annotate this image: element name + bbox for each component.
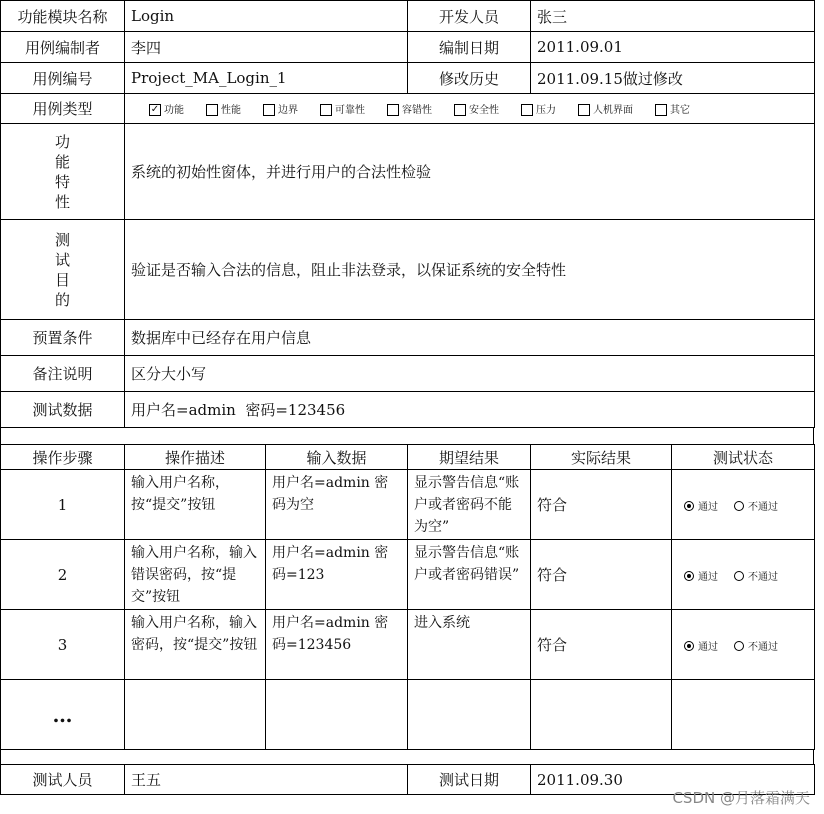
step-status-cell: [672, 470, 815, 540]
step-actual-cell: 符合: [531, 540, 672, 610]
step-expected-cell: 显示警告信息“账户或者密码错误”: [408, 540, 531, 610]
steps-header-cell: 输入数据: [266, 445, 408, 470]
history-value: 2011.09.15做过修改: [531, 63, 815, 94]
table-row: [1, 680, 815, 750]
type-option: [568, 101, 633, 116]
steps-table: [0, 444, 815, 750]
type-options: [125, 94, 815, 124]
step-number-cell: 3: [1, 610, 125, 680]
module-label: 功能模块名称: [1, 1, 125, 32]
checkbox-icon[interactable]: [206, 104, 218, 116]
steps-header-cell: 实际结果: [531, 445, 672, 470]
test-data-label: 测试数据: [1, 392, 125, 428]
pass-radio-icon[interactable]: [684, 501, 694, 511]
type-option: [131, 101, 184, 116]
id-label: 用例编号: [1, 63, 125, 94]
checkbox-icon[interactable]: [521, 104, 533, 116]
history-label: 修改历史: [408, 63, 531, 94]
purpose-value: 验证是否输入合法的信息，阻止非法登录，以保证系统的安全特性: [125, 220, 815, 320]
table-row: [1, 470, 815, 540]
fail-radio-icon[interactable]: [734, 641, 744, 651]
pass-label: 通过: [698, 572, 718, 583]
fail-radio-icon[interactable]: [734, 501, 744, 511]
type-option-label: 可靠性: [335, 105, 365, 116]
type-option-label: 人机界面: [593, 105, 633, 116]
fail-label: 不通过: [748, 642, 778, 653]
notes-label: 备注说明: [1, 356, 125, 392]
step-number-cell: 2: [1, 540, 125, 610]
table-row: [1, 540, 815, 610]
type-option: [253, 101, 298, 116]
type-option: [444, 101, 499, 116]
step-input-cell: [266, 680, 408, 750]
type-option-label: 功能: [164, 105, 184, 116]
checkbox-icon[interactable]: [263, 104, 275, 116]
checkbox-icon[interactable]: [454, 104, 466, 116]
label-char: 测: [54, 230, 70, 249]
label-char: 目: [54, 270, 70, 289]
steps-header-cell: 测试状态: [672, 445, 815, 470]
step-description-cell: 输入用户名称，按“提交”按钮: [125, 470, 266, 540]
type-option-label: 性能: [221, 105, 241, 116]
step-input-cell: 用户名=admin 密码=123: [266, 540, 408, 610]
fail-label: 不通过: [748, 502, 778, 513]
label-char: 特: [54, 172, 70, 191]
tester-value: 王五: [125, 765, 408, 795]
checkbox-icon[interactable]: [387, 104, 399, 116]
type-option-label: 其它: [670, 105, 690, 116]
step-description-cell: [125, 680, 266, 750]
step-expected-cell: 显示警告信息“账户或者密码不能为空”: [408, 470, 531, 540]
type-option: [310, 101, 365, 116]
date-value: 2011.09.01: [531, 32, 815, 63]
step-input-cell: 用户名=admin 密码=123456: [266, 610, 408, 680]
fail-label: 不通过: [748, 572, 778, 583]
step-description-cell: 输入用户名称，输入错误密码，按“提交”按钮: [125, 540, 266, 610]
checkbox-icon[interactable]: ✓: [150, 104, 160, 115]
pass-radio-icon[interactable]: [684, 641, 694, 651]
steps-header-cell: 期望结果: [408, 445, 531, 470]
feature-label: [1, 124, 125, 220]
label-char: 能: [54, 152, 70, 171]
purpose-label: [1, 220, 125, 320]
watermark: CSDN @月落霜满天: [672, 789, 810, 807]
spacer-table: [0, 428, 814, 444]
precondition-value: 数据库中已经存在用户信息: [125, 320, 815, 356]
type-option: [196, 101, 241, 116]
precondition-label: 预置条件: [1, 320, 125, 356]
feature-value: 系统的初始性窗体，并进行用户的合法性检验: [125, 124, 815, 220]
fail-radio-icon[interactable]: [734, 571, 744, 581]
pass-label: 通过: [698, 642, 718, 653]
type-option-label: 压力: [536, 105, 556, 116]
type-option: [377, 101, 432, 116]
test-date-value: 2011.09.30: [531, 765, 815, 795]
developer-value: 张三: [531, 1, 815, 32]
date-label: 编制日期: [408, 32, 531, 63]
tester-label: 测试人员: [1, 765, 125, 795]
steps-header-cell: 操作步骤: [1, 445, 125, 470]
label-char: 性: [54, 192, 70, 211]
label-char: 的: [54, 290, 70, 309]
type-option-label: 容错性: [402, 105, 432, 116]
step-description-cell: 输入用户名称，输入密码，按“提交”按钮: [125, 610, 266, 680]
checkbox-icon[interactable]: [320, 104, 332, 116]
step-number-cell: …: [1, 680, 125, 750]
module-value: Login: [125, 1, 408, 32]
checkbox-icon[interactable]: [655, 104, 667, 116]
notes-value: 区分大小写: [125, 356, 815, 392]
type-option-label: 安全性: [469, 105, 499, 116]
type-option-label: 边界: [278, 105, 298, 116]
step-status-cell: [672, 610, 815, 680]
step-expected-cell: [408, 680, 531, 750]
type-option: [511, 101, 556, 116]
label-char: 试: [54, 250, 70, 269]
author-value: 李四: [125, 32, 408, 63]
step-status-cell: [672, 540, 815, 610]
step-number-cell: 1: [1, 470, 125, 540]
steps-header-cell: 操作描述: [125, 445, 266, 470]
author-label: 用例编制者: [1, 32, 125, 63]
pass-radio-icon[interactable]: [684, 571, 694, 581]
step-actual-cell: 符合: [531, 470, 672, 540]
test-date-label: 测试日期: [408, 765, 531, 795]
type-label: 用例类型: [1, 94, 125, 124]
developer-label: 开发人员: [408, 1, 531, 32]
test-data-value: 用户名=admin 密码=123456: [125, 392, 815, 428]
type-option: [645, 101, 690, 116]
pass-label: 通过: [698, 502, 718, 513]
step-actual-cell: 符合: [531, 610, 672, 680]
step-actual-cell: [531, 680, 672, 750]
step-input-cell: 用户名=admin 密码为空: [266, 470, 408, 540]
spacer-table-2: [0, 750, 814, 764]
checkbox-icon[interactable]: [578, 104, 590, 116]
table-row: [1, 610, 815, 680]
id-value: Project_MA_Login_1: [125, 63, 408, 94]
step-status-cell: [672, 680, 815, 750]
step-expected-cell: 进入系统: [408, 610, 531, 680]
label-char: 功: [54, 132, 70, 151]
